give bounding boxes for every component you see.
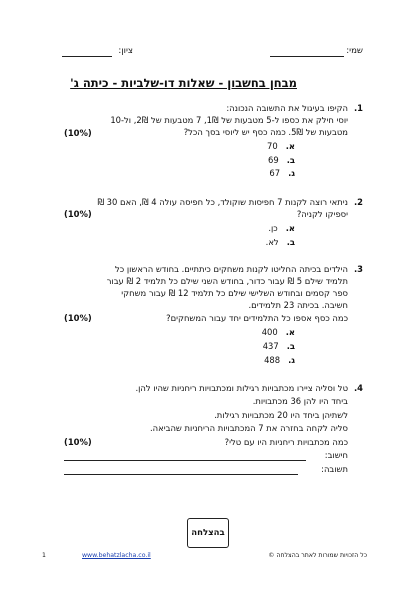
name-label: שמי: — [346, 46, 363, 56]
option-text: 69 — [268, 155, 279, 165]
grade-label: ציון: — [118, 46, 133, 56]
option-letter: ב. — [286, 341, 295, 351]
question-4-line-5: כמה מכתבויות ריחניות היו עם טלי? — [224, 437, 348, 447]
footer-page-number: 1 — [42, 552, 46, 559]
question-2-option-a[interactable] — [268, 223, 295, 234]
option-text: כן. — [268, 223, 278, 233]
question-4-line-4: סליה לקחה בחזרה את 7 המכתבויות הריחניות שהביאה. — [150, 423, 348, 433]
question-2-points: (10%) — [64, 209, 92, 219]
option-text: לא. — [265, 237, 279, 247]
option-letter: א. — [285, 327, 295, 337]
question-4-line-1: טל וסליה ציירו מכתבויות רגילות ומכתבויות ריחניות שהיו להן. — [135, 383, 348, 393]
question-3-points: (10%) — [64, 313, 92, 323]
answer-label: תשובה: — [321, 464, 348, 474]
question-2-option-b[interactable] — [266, 237, 295, 248]
footer-copyright: כל הזכויות שמורות לאתר בהצלחה © — [268, 552, 367, 559]
option-letter: ב. — [286, 155, 295, 165]
option-text: 67 — [269, 168, 281, 178]
question-3-line-3: ספר קסמים ובחודש השלישי שילם כל תלמיד 12 ₪ עבור משחקי — [121, 288, 348, 298]
question-1-option-c[interactable] — [269, 168, 295, 179]
question-3-option-c[interactable] — [264, 355, 295, 366]
option-text: 437 — [262, 341, 279, 351]
question-1-line-2: יוסי חילק את כספו ל-5 מטבעות של 1₪, 7 מטבעות של 2₪, ול-10 — [110, 115, 348, 125]
work-answer-line[interactable] — [64, 460, 306, 461]
question-3-line-1: הילדים בכיתה החליטו לקנות משחקים כיתתיים. בחודש הראשון כל — [115, 264, 348, 274]
option-letter: ג. — [288, 355, 295, 365]
question-4-line-3: לשתיהן ביחד היו 20 מכתבויות רגילות. — [214, 410, 348, 420]
option-letter: ב. — [286, 237, 295, 247]
question-2-line-2: יספיקו לקניה? — [296, 209, 348, 219]
question-2-line-1: ניתאי רוצה לקנות 7 חפיסות שוקולד, כל חפיסה עולה 4 ₪, האם 30 ₪ — [97, 197, 348, 207]
question-4-number: 4. — [353, 383, 363, 393]
question-4-points: (10%) — [64, 437, 92, 447]
question-3-line-4: חשיבה. בכיתה 23 תלמידים. — [248, 300, 348, 310]
option-letter: א. — [285, 223, 295, 233]
logo-text: בהצלחה — [191, 528, 225, 538]
question-3-line-2: תלמיד שילם 5 ₪ עבור כדור, בחודש השני שילם כל תלמיד 2 ₪ עבור — [106, 276, 348, 286]
question-1-number: 1. — [353, 103, 363, 113]
question-3-number: 3. — [353, 264, 363, 274]
final-answer-line[interactable] — [64, 474, 298, 475]
page-title: מבחן בחשבון - שאלות דו-שלביות - כיתה ג' — [70, 76, 297, 90]
question-1-line-3: מטבעות של 5₪. כמה כסף יש ליוסי בסך הכל? — [183, 127, 348, 137]
question-3-option-b[interactable] — [263, 341, 295, 352]
option-text: 488 — [264, 355, 281, 365]
option-letter: ג. — [288, 168, 295, 178]
footer-site-link[interactable]: www.behatzlacha.co.il — [82, 552, 151, 559]
question-4-line-2: ביחד היו להן 36 מכתבויות. — [252, 396, 348, 406]
work-label: חישוב: — [324, 450, 348, 460]
option-text: 400 — [261, 327, 278, 337]
behatzlacha-logo — [187, 518, 229, 548]
question-1-option-a[interactable] — [267, 141, 295, 152]
question-3-option-a[interactable] — [262, 327, 295, 338]
question-1-line-1: הקיפו בעיגול את התשובה הנכונה: — [226, 103, 348, 113]
question-1-points: (10%) — [64, 128, 92, 138]
question-3-line-5: כמה כסף אספו כל התלמידים יחד עבור המשחקים? — [166, 313, 348, 323]
question-2-number: 2. — [353, 197, 363, 207]
option-letter: א. — [285, 141, 295, 151]
option-text: 70 — [267, 141, 278, 151]
question-1-option-b[interactable] — [268, 155, 295, 166]
name-field-line[interactable] — [270, 56, 344, 57]
grade-field-line[interactable] — [62, 56, 112, 57]
